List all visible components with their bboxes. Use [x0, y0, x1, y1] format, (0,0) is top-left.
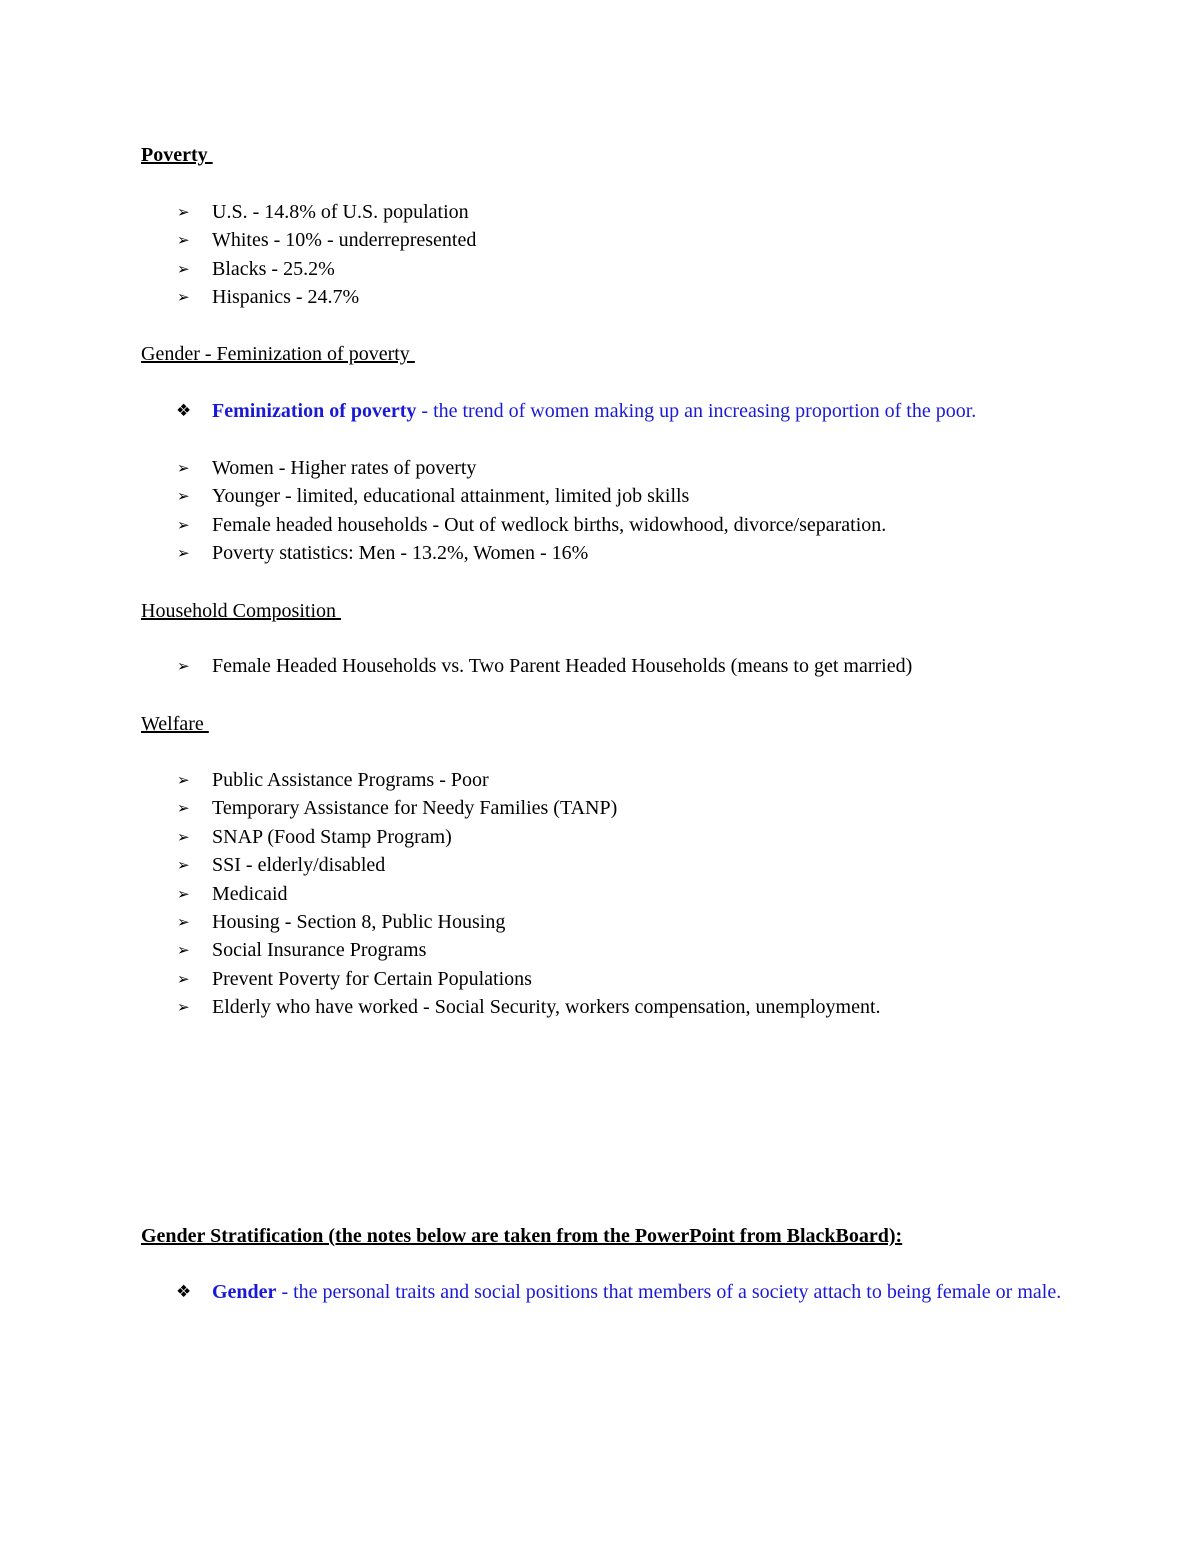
- diamond-bullet-icon: ❖: [176, 1282, 192, 1302]
- arrow-bullet-icon: ➢: [177, 259, 190, 278]
- arrow-bullet-icon: ➢: [177, 544, 190, 563]
- arrow-bullet-icon: ➢: [177, 856, 190, 875]
- list-item-text: Prevent Poverty for Certain Populations: [212, 967, 532, 990]
- arrow-bullet-icon: ➢: [177, 827, 190, 846]
- list-item-text: Whites - 10% - underrepresented: [212, 229, 477, 252]
- definition-term: Gender: [212, 1281, 277, 1303]
- list-item-text: U.S. - 14.8% of U.S. population: [212, 201, 469, 223]
- list-item-text: Poverty statistics: Men - 13.2%, Women - 16%: [212, 542, 589, 565]
- definition-term: Feminization of poverty: [212, 400, 417, 422]
- arrow-bullet-icon: ➢: [177, 288, 190, 307]
- definition-body: - the personal traits and social positions that members of a society attach to being female or male.: [276, 1281, 1062, 1303]
- list-item-text: Women - Higher rates of poverty: [212, 457, 477, 479]
- arrow-bullet-icon: ➢: [177, 998, 190, 1017]
- diamond-bullet-icon: ❖: [176, 401, 192, 421]
- definition-text: [212, 397, 1062, 425]
- arrow-bullet-icon: ➢: [177, 912, 190, 931]
- list-item-text: Female headed households - Out of wedlock births, widowhood, divorce/separation.: [212, 513, 887, 536]
- list-item-text: SNAP (Food Stamp Program): [212, 825, 452, 848]
- definition-text: [212, 1278, 1062, 1306]
- arrow-bullet-icon: ➢: [177, 941, 190, 960]
- stratification-heading: Gender Stratification (the notes below are taken from the PowerPoint from BlackBoard):: [141, 1225, 903, 1247]
- list-item-text: Medicaid: [212, 882, 288, 905]
- arrow-bullet-icon: ➢: [177, 657, 190, 675]
- poverty-heading: Poverty: [141, 144, 213, 166]
- list-item-text: Younger - limited, educational attainment, limited job skills: [212, 485, 690, 508]
- welfare-heading: Welfare: [141, 713, 209, 735]
- arrow-bullet-icon: ➢: [177, 884, 190, 903]
- arrow-bullet-icon: ➢: [177, 969, 190, 988]
- list-item-text: Blacks - 25.2%: [212, 257, 335, 280]
- gender-heading: Gender - Feminization of poverty: [141, 343, 415, 365]
- arrow-bullet-icon: ➢: [177, 487, 190, 506]
- list-item-text: Housing - Section 8, Public Housing: [212, 910, 506, 933]
- arrow-bullet-icon: ➢: [177, 799, 190, 818]
- arrow-bullet-icon: ➢: [177, 515, 190, 534]
- list-item-text: Hispanics - 24.7%: [212, 286, 360, 309]
- household-heading: Household Composition: [141, 600, 342, 622]
- arrow-bullet-icon: ➢: [177, 231, 190, 250]
- list-item-text: Temporary Assistance for Needy Families (TANP): [212, 797, 618, 820]
- arrow-bullet-icon: ➢: [177, 771, 190, 789]
- list-item-text: Elderly who have worked - Social Security, workers compensation, unemployment.: [212, 996, 881, 1019]
- list-item-text: SSI - elderly/disabled: [212, 854, 386, 877]
- list-item-text: Female Headed Households vs. Two Parent Headed Households (means to get married): [212, 655, 913, 677]
- definition-body: - the trend of women making up an increasing proportion of the poor.: [416, 400, 977, 422]
- arrow-bullet-icon: ➢: [177, 459, 190, 477]
- list-item-text: Social Insurance Programs: [212, 939, 427, 962]
- arrow-bullet-icon: ➢: [177, 203, 190, 221]
- list-item-text: Public Assistance Programs - Poor: [212, 769, 489, 791]
